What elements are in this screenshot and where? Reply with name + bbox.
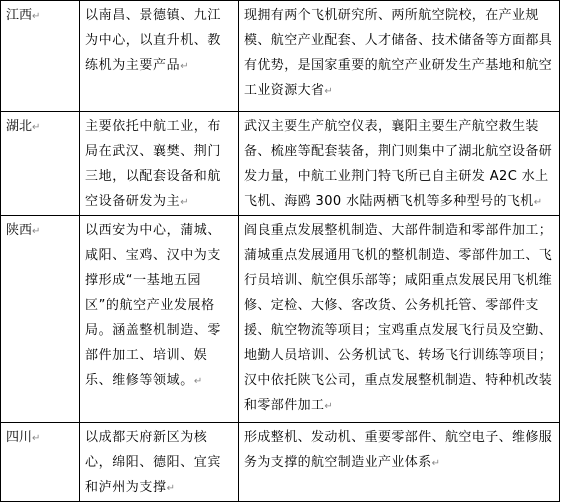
description-cell xyxy=(239,423,560,502)
description-cell xyxy=(239,216,560,423)
table-row xyxy=(1,216,560,423)
table-row xyxy=(1,1,560,112)
focus-text: 以成都天府新区为核心，绵阳、德阳、宜宾和泸州为支撑 xyxy=(85,430,222,495)
province-name: 四川 xyxy=(6,430,33,445)
focus-text: 以南昌、景德镇、九江为中心，以直升机、教练机为主要产品 xyxy=(85,8,222,73)
province-name: 陕西 xyxy=(6,223,33,238)
paragraph-mark-icon: ↵ xyxy=(180,61,190,72)
description-text: 阎良重点发展整机制造、大部件制造和零部件加工；蒲城重点发展通用飞机的整机制造、零部件加工、飞行员培训、航空俱乐部等；咸阳重点发展民用飞机维修、定检、大修、客改货、公务机托管、零部件支援、航空物流等项目；宝鸡重点发展飞行员及空勤、地勤人员培训、公务机试飞、转场飞行训练等项目；汉中依托陕飞公司，重点发展整机制造、特种机改装和零部件加工 xyxy=(244,223,553,413)
province-cell xyxy=(1,216,80,423)
province-cell xyxy=(1,423,80,502)
paragraph-mark-icon: ↵ xyxy=(32,226,41,237)
focus-cell xyxy=(80,112,239,216)
paragraph-mark-icon: ↵ xyxy=(32,433,41,444)
paragraph-mark-icon: ↵ xyxy=(180,197,190,208)
paragraph-mark-icon: ↵ xyxy=(166,483,176,494)
province-name: 湖北 xyxy=(6,119,33,134)
table-row xyxy=(1,423,560,502)
paragraph-mark-icon: ↵ xyxy=(431,458,441,469)
paragraph-mark-icon: ↵ xyxy=(32,11,41,22)
paragraph-mark-icon: ↵ xyxy=(324,86,334,97)
description-text: 现拥有两个飞机研究所、两所航空院校，在产业规模、航空产业配套、人才储备、技术储备等方面都具有优势，是国家重要的航空产业研发生产基地和航空工业资源大省 xyxy=(244,8,553,98)
paragraph-mark-icon: ↵ xyxy=(324,401,334,412)
table-row xyxy=(1,112,560,216)
paragraph-mark-icon: ↵ xyxy=(193,376,203,387)
description-cell xyxy=(239,112,560,216)
focus-cell xyxy=(80,423,239,502)
description-cell xyxy=(239,1,560,112)
province-cell xyxy=(1,112,80,216)
focus-cell xyxy=(80,1,239,112)
province-name: 江西 xyxy=(6,8,33,23)
focus-cell xyxy=(80,216,239,423)
description-text: 武汉主要生产航空仪表，襄阳主要生产航空救生装备、梳座等配套装备，荆门则集中了湖北航空设备研发力量，中航工业荆门特飞所已自主研发 A2C 水上飞机、海鸥 300 水陆两栖飞机等多种型号的飞机 xyxy=(244,119,553,209)
paragraph-mark-icon: ↵ xyxy=(32,122,41,133)
focus-text: 以西安为中心，蒲城、咸阳、宝鸡、汉中为支撑形成“一基地五园区”的航空产业发展格局。涵盖整机制造、零部件加工、培训、娱乐、维修等领域。 xyxy=(85,223,222,388)
focus-text: 主要依托中航工业，布局在武汉、襄樊、荆门三地，以配套设备和航空设备研发为主 xyxy=(85,119,222,209)
description-text: 形成整机、发动机、重要零部件、航空电子、维修服务为支撑的航空制造业产业体系 xyxy=(244,430,553,470)
paragraph-mark-icon: ↵ xyxy=(533,197,543,208)
province-cell xyxy=(1,1,80,112)
